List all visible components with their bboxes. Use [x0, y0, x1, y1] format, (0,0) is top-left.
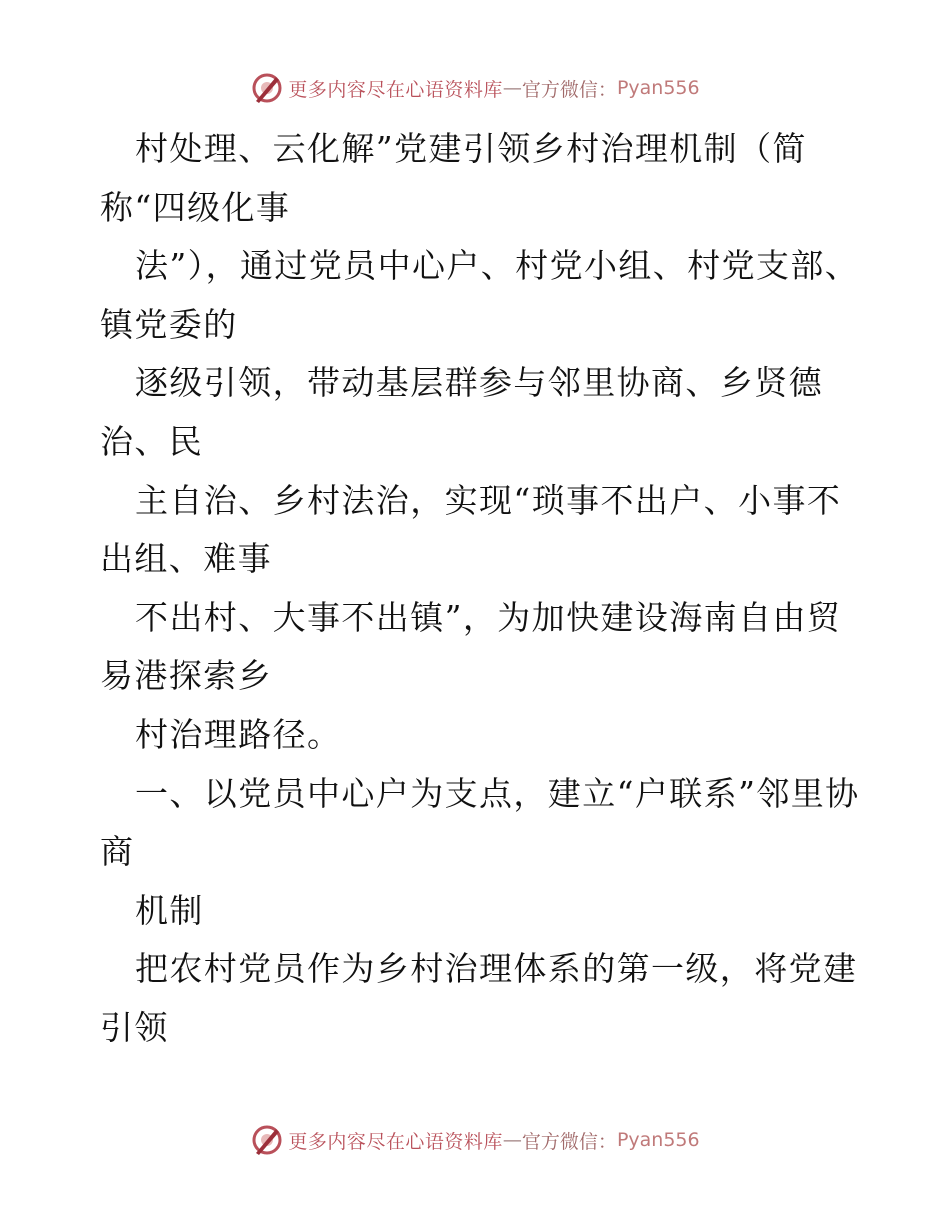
watermark-wechat-id: Pyan556 — [616, 77, 700, 99]
paragraph: 法”），通过党员中心户、村党小组、村党支部、镇党委的 — [100, 246, 860, 344]
paragraph: 把农村党员作为乡村治理体系的第一级，将党建引领 — [100, 949, 858, 1047]
paragraph: 逐级引领，带动基层群参与邻里协商、乡贤德治、民 — [100, 363, 823, 461]
section-heading: 一、以党员中心户为支点，建立“户联系”邻里协商 — [100, 773, 860, 872]
watermark-wechat-label: 官方微信： — [521, 78, 617, 101]
watermark-wechat-label: 官方微信： — [521, 1130, 617, 1153]
pen-logo-icon — [250, 1123, 284, 1157]
pen-logo-icon — [250, 71, 284, 105]
header-watermark — [0, 68, 950, 108]
watermark-text: 更多内容尽在心语资料库 — [288, 1130, 503, 1153]
paragraph: 不出村、大事不出镇”，为加快建设海南自由贸易港探索乡 — [100, 597, 842, 696]
document-body — [100, 120, 860, 1058]
watermark-wechat-id: Pyan556 — [616, 1129, 700, 1151]
paragraph: 村处理、云化解”党建引领乡村治理机制（简称“四级化事 — [100, 129, 807, 227]
paragraph: 机制 — [135, 890, 204, 930]
footer-watermark — [0, 1120, 950, 1160]
watermark-dash: — — [502, 77, 522, 99]
paragraph: 主自治、乡村法治，实现“琐事不出户、小事不出组、难事 — [100, 480, 842, 579]
watermark-dash: — — [502, 1129, 522, 1151]
paragraph: 村治理路径。 — [135, 714, 342, 754]
watermark-text: 更多内容尽在心语资料库 — [288, 78, 503, 101]
